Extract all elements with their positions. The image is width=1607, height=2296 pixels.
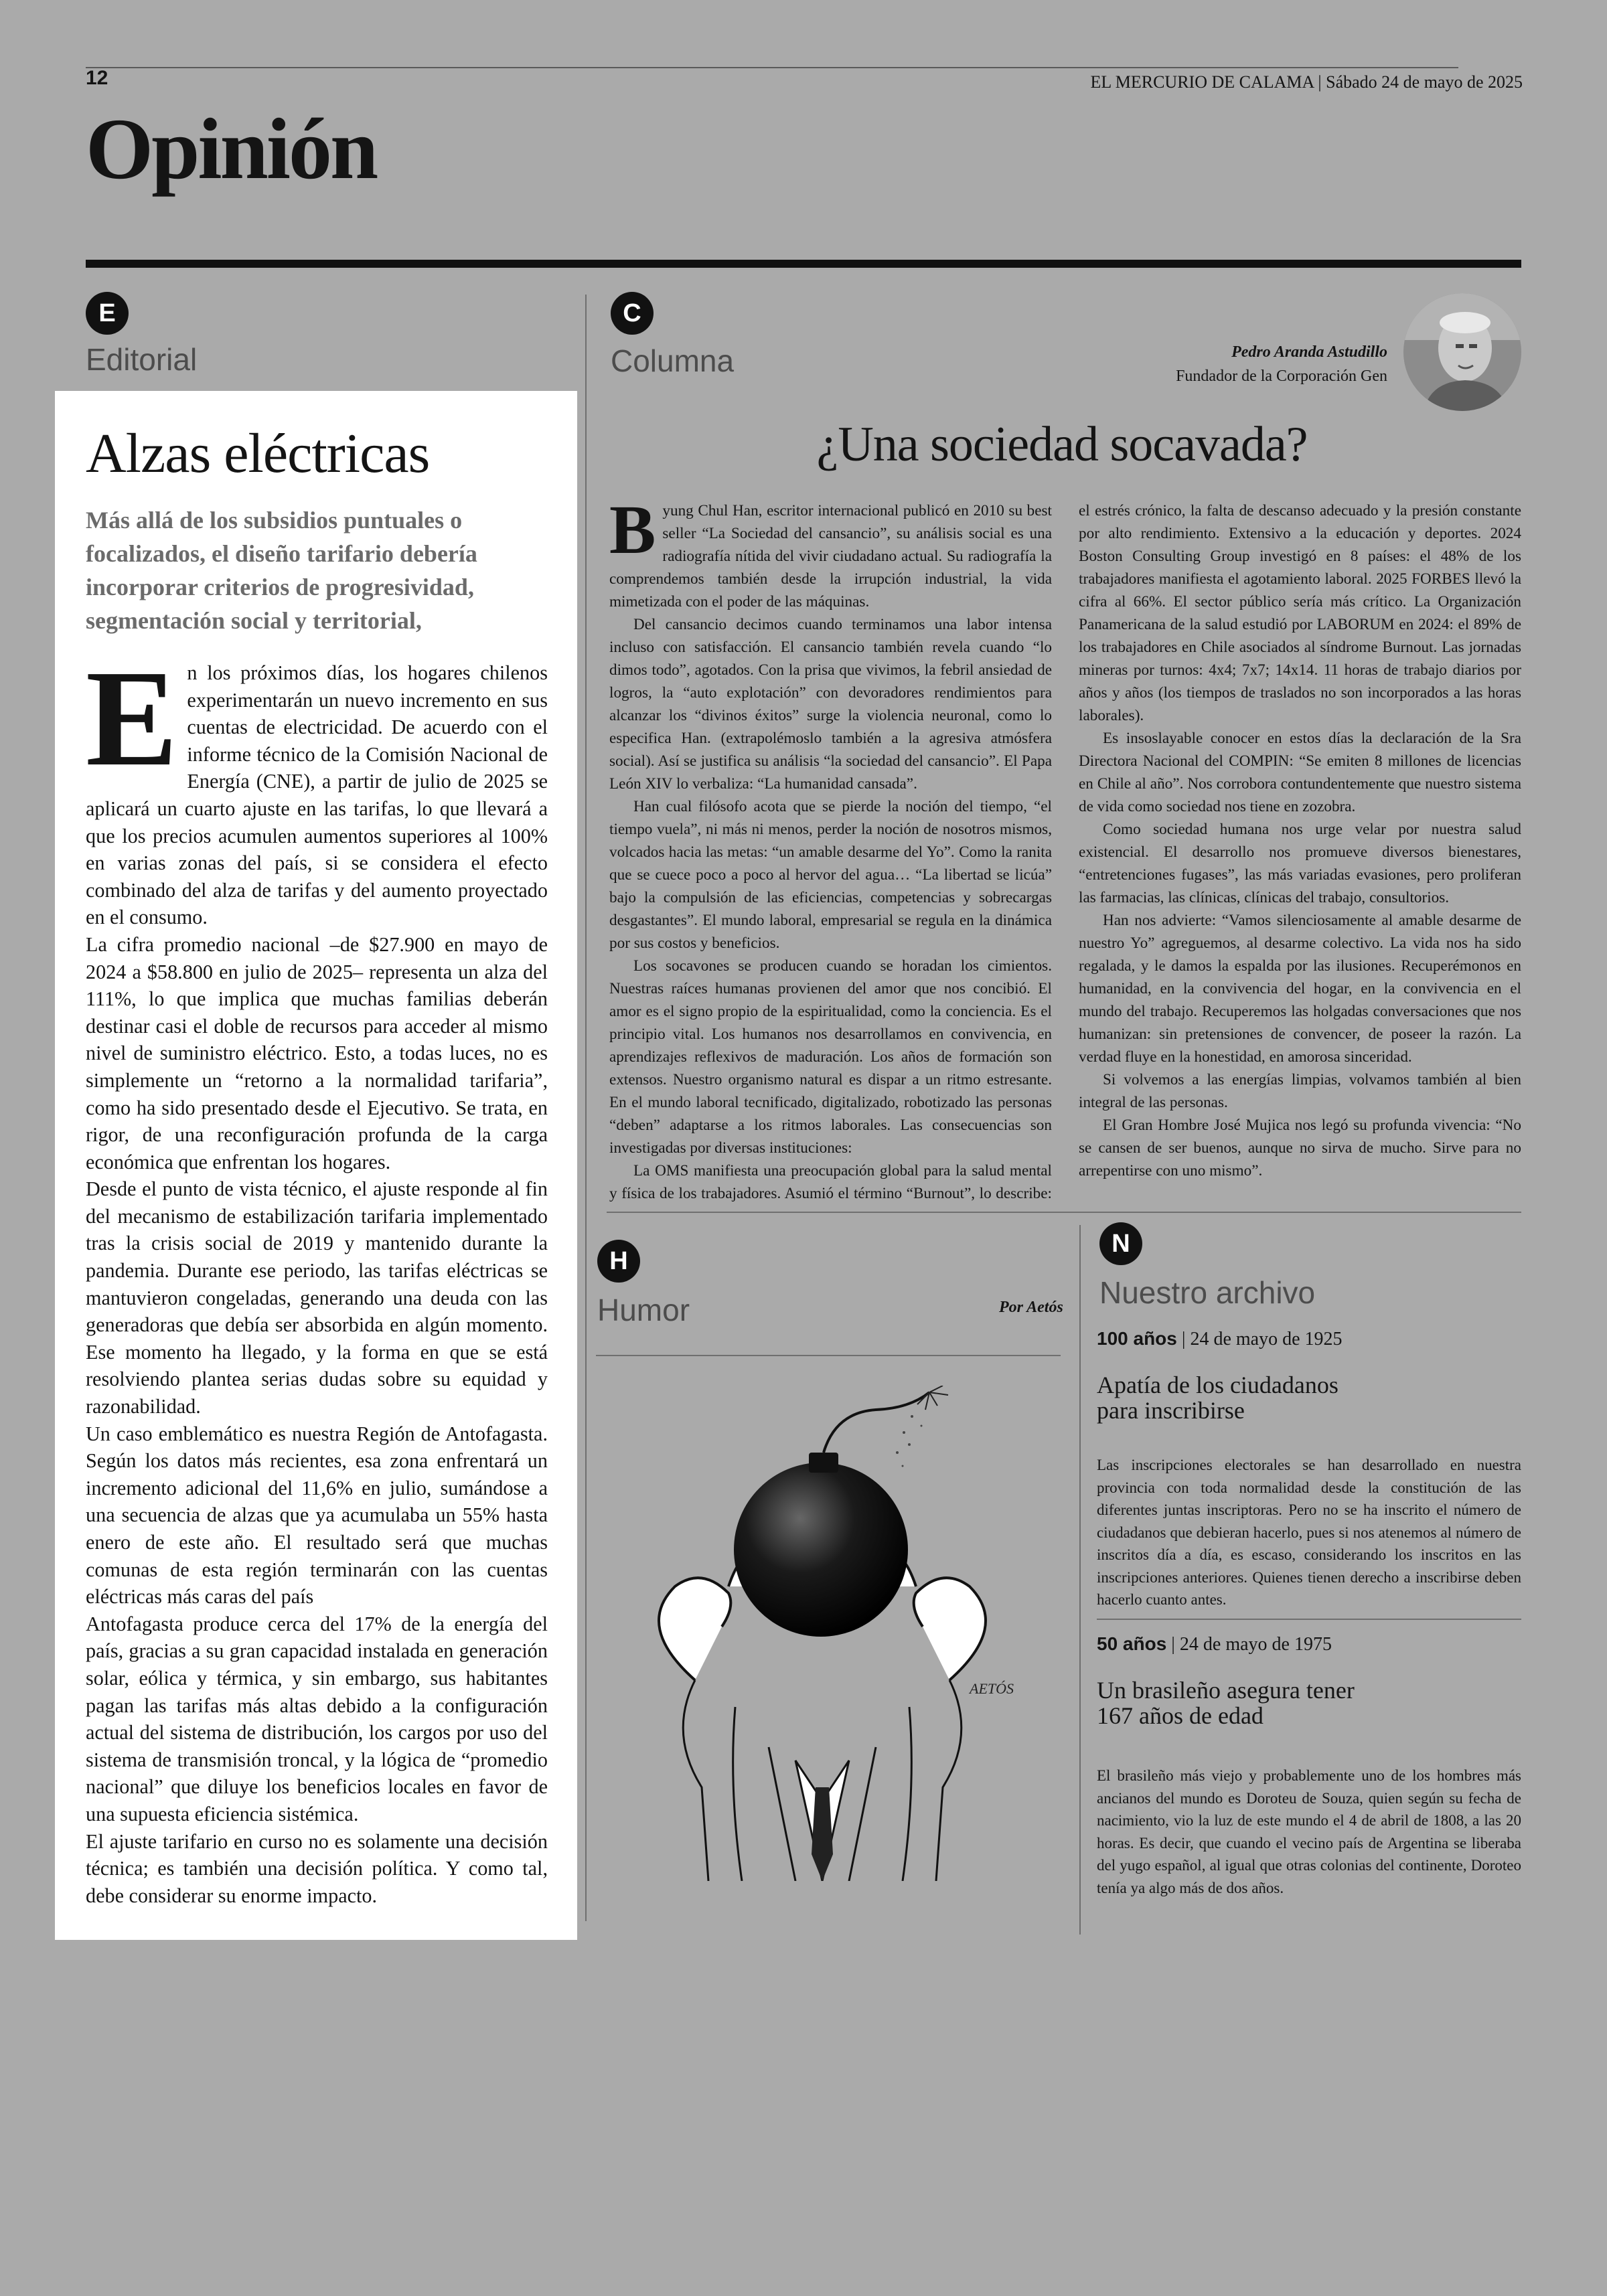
author-role: Fundador de la Corporación Gen — [1176, 367, 1387, 385]
editorial-paragraph: El ajuste tarifario en curso no es solamente una decisión técnica; es también una decisión política. Y como tal, debe considerar su enorme impacto. — [86, 1829, 548, 1907]
column-badge: C — [611, 292, 654, 335]
archive-headline-line: 167 años de edad — [1097, 1702, 1264, 1729]
column-title: ¿Una sociedad socavada? — [816, 417, 1308, 472]
author-name: Pedro Aranda Astudillo — [1231, 343, 1387, 361]
column-paragraph: Si volvemos a las energías limpias, volvamos también al bien integral de las personas. — [1079, 1071, 1521, 1111]
humor-kicker: Humor — [597, 1293, 690, 1327]
header-rule — [86, 67, 1458, 68]
page-number: 12 — [86, 67, 108, 89]
column-kicker: Columna — [611, 343, 735, 378]
issue-date: Sábado 24 de mayo de 2025 — [1326, 72, 1523, 92]
column-bottom-rule — [607, 1212, 1521, 1213]
archive-headline-line: Apatía de los ciudadanos — [1097, 1372, 1338, 1398]
archive-headline — [1097, 1372, 1338, 1423]
newspaper-name: EL MERCURIO DE CALAMA — [1090, 72, 1314, 92]
column-paragraph: Han cual filósofo acota que se pierde la noción del tiempo, “el tiempo vuela”, ni más ni menos, perder la noción de nosotros mismos, volcados hacia las metas: “un amable desarme del Yo”. Como la ranita que se cuece poco a poco al hervor del agua… “La libertad se licúa” bajo la compulsión de las eficiencias, competencias y sobrecargas desgastantes”. El mundo laboral, empresarial se regula en la dinámica por sus costos y beneficios. — [609, 798, 1052, 952]
column-dropcap: B — [609, 491, 656, 568]
editorial-paragraph: La cifra promedio nacional –de $27.900 en mayo de 2024 a $58.800 en julio de 2025– representa un alza del 111%, lo que implica que muchas familias deberán destinar casi el doble de recursos para acceder al mismo nivel de suministro eléctrico. Esto, a todas luces, no es simplemente un “retorno a la normalidad tarifaria”, como ha sido presentado desde el Ejecutivo. Se trata, en rigor, de una reconfiguración profunda de la carga económica que enfrentan los hogares. — [86, 932, 548, 1173]
archive-headline — [1097, 1677, 1355, 1728]
archive-date: 24 de mayo de 1925 — [1190, 1329, 1343, 1349]
editorial-paragraph: Desde el punto de vista técnico, el ajuste responde al fin del mecanismo de estabilización tarifaria implementado tras la crisis social de 2019 y mantenido durante la pandemia. Durante ese periodo, las tarifas eléctricas se mantuvieron congeladas, generando una deuda con las generadoras que debía ser absorbida en algún momento. Ese momento ha llegado, y la forma en que se está resolviendo plantea serias dudas sobre su equidad y razonabilidad. — [86, 1177, 548, 1418]
archive-divider — [1079, 1225, 1081, 1935]
editorial-kicker: Editorial — [86, 342, 198, 377]
masthead: EL MERCURIO DE CALAMA | Sábado 24 de mayo de 2025 — [1090, 72, 1523, 92]
archive-date: 24 de mayo de 1975 — [1179, 1634, 1332, 1655]
author-block — [1176, 340, 1387, 388]
section-rule — [86, 260, 1521, 268]
column-paragraph: Han nos advierte: “Vamos silenciosamente al amable desarme de nuestro Yo” agreguemos, al desarme colectivo. La vida nos ha sido regalada, y le damos la espalda por las ilusiones. Recuperémonos en humanidad, en la convivencia del hogar, en la convivencia en el mundo del trabajo. Recuperemos las holgadas conversaciones que nos humanizan: sin pretensiones de convencer, de poseer la razón. La verdad fluye en la honestidad, en amorosa sinceridad. — [1079, 912, 1521, 1066]
archive-years: 100 años — [1097, 1328, 1177, 1349]
editorial-badge: E — [86, 292, 129, 335]
editorial-paragraph: En los próximos días, los hogares chilenos experimentarán un nuevo incremento en sus cuentas de electricidad. De acuerdo con el informe técnico de la Comisión Nacional de Energía (CNE), a partir de julio de 2025 se aplicará un cuarto ajuste en las tarifas, lo que llevará a que los precios acumulen aumentos superiores al 100% en varias zonas del país, si se considera el efecto combinado del alza de tarifas y del aumento proyectado en el consumo. — [86, 641, 548, 929]
archive-kicker: Nuestro archivo — [1099, 1275, 1316, 1310]
archive-headline-line: para inscribirse — [1097, 1397, 1245, 1424]
humor-byline: Por Aetós — [999, 1299, 1063, 1316]
column-paragraph: La OMS manifiesta una preocupación global para la salud mental y física de los trabajadores. Asumió el término “Burnout”, lo describe: el estrés crónico, la falta de descanso adecuado y la presión constante por alto rendimiento. Extensivo a la educación y deportes. 2024 Boston Consulting Group investigó en 8 países: el 48% de los trabajadores manifiesta el agotamiento laboral. 2025 FORBES llevó la cifra al 66%. El sector público sería más crítico. La Organización Panamericana de la salud estudió por LABORUM en 2024: el 89% de los trabajadores en Chile asociados al síndrome Burnout. Las jornadas mineras por turnos: 4x4; 7x7; 14x14. 11 horas de trabajo diarios por años y años (los tiempos de traslados no son incorporados a las horas laborales). — [609, 502, 1521, 1202]
editorial-paragraph: Un caso emblemático es nuestra Región de Antofagasta. Según los datos más recientes, esa zona enfrentará un incremento adicional del 11,6% en julio, sumándose a una secuencia de alzas que ya acumulaba un 55% hasta enero de este año. El resultado será que muchas comunas de esta región terminarán con las cuentas eléctricas más caras del país — [86, 1422, 548, 1609]
cartoon-signature: AETÓS — [970, 1680, 1014, 1697]
humor-rule — [596, 1355, 1061, 1356]
archive-body: El brasileño más viejo y probablemente uno de los hombres más ancianos del mundo es Doroteu de Souza, quien según su fecha de nacimiento, vio la luz de este mundo el 4 de abril de 1808, a las 20 horas. Es decir, que cuando el vecino país de Argentina se liberaba del yugo español, al igual que otras colonias del continente, Doroteo tenía ya algo más de dos años. — [1097, 1767, 1521, 1896]
archive-years: 50 años — [1097, 1633, 1167, 1654]
humor-badge: H — [597, 1240, 640, 1283]
editorial-title: Alzas eléctricas — [86, 422, 430, 485]
column-paragraph: Los socavones se producen cuando se horadan los cimientos. Nuestras raíces humanas provienen del amor que nos concibió. El amor es el signo propio de la espiritualidad, como la conciencia. Es el principio vital. Los humanos nos desarrollamos en convivencia, en aprendizajes reflexivos de maduración. Los años de formación son extensos. Nuestro organismo natural es dispar a un ritmo estresante. En el mundo laboral tecnificado, digitalizado, robotizado las personas “deben” adaptarse a los ritmos laborales. Las consecuencias son investigadas por diversas instituciones: — [609, 957, 1052, 1157]
section-title: Opinión — [86, 101, 377, 197]
archive-body: Las inscripciones electorales se han desarrollado en nuestra provincia con toda normalidad desde la constitución de las diferentes juntas inscriptoras. Pero no se ha inscrito el número de ciudadanos que debieran hacerlo, pues si nos atenemos al número de inscritos día a día, es escaso, considerando los inscritos en las inscripciones anteriores. Quienes tienen derecho a inscribirse deben hacerlo cuanto antes. — [1097, 1457, 1521, 1608]
column-body — [609, 491, 1521, 1209]
column-paragraph: Del cansancio decimos cuando terminamos una labor intensa incluso con satisfacción. El cansancio también revela cuando “lo dimos todo”, agotados. Con la prisa que vivimos, la febril ansiedad de logros, la “auto explotación” con devoradores rendimientos para alcanzar los “divinos éxitos” surge la violencia neuronal, como lo especifica Han. (extrapolémoslo también a la agresiva atmósfera social). Así se justifica su análisis “la sociedad del cansancio”. El Papa León XIV lo verbaliza: “La humanidad cansada”. — [609, 616, 1052, 793]
editorial-paragraph: Antofagasta produce cerca del 17% de la energía del país, gracias a su gran capacidad instalada en generación solar, eólica y térmica, y sin embargo, sus habitantes pagan las tarifas más altas debido a la configuración actual del sistema de distribución, los cargos por uso del sistema de transmisión troncal, y la lógica de “promedio nacional” que diluye los beneficios locales en favor de una supuesta eficiencia sistémica. — [86, 1612, 548, 1825]
column-paragraph: Es insoslayable conocer en estos días la declaración de la Sra Directora Nacional del COMPIN: “Se emiten 8 millones de licencias en Chile al año”. Nos corrobora contundentemente que nuestro sistema de vida como sociedad nos tiene en zozobra. — [1079, 730, 1521, 815]
archive-rule — [1097, 1619, 1521, 1620]
archive-headline-line: Un brasileño asegura tener — [1097, 1677, 1355, 1704]
column-paragraph: El Gran Hombre José Mujica nos legó su profunda vivencia: “No se cansen de ser buenos, aunque no sirva de mucho. Sirve para no arrepentirse con uno mismo”. — [1079, 1117, 1521, 1179]
column-divider — [585, 295, 587, 1921]
column-paragraph: Byung Chul Han, escritor internacional publicó en 2010 su best seller “La Sociedad del cansancio”, su análisis social es una radiografía nítida del vivir ciudadano actual. Su radiografía la comprendemos también desde la irrupción industrial, la vida mimetizada con el poder de las máquinas. — [609, 491, 1052, 610]
archive-badge: N — [1099, 1222, 1142, 1265]
editorial-lead: Más allá de los subsidios puntuales o focalizados, el diseño tarifario debería incorporar criterios de progresividad, segmentación social y territorial, — [86, 507, 477, 634]
humor-cartoon — [595, 1386, 1063, 1881]
author-photo — [1403, 293, 1521, 411]
editorial-dropcap: E — [86, 641, 178, 795]
editorial-body — [86, 641, 548, 1909]
column-paragraph: Como sociedad humana nos urge velar por nuestra salud existencial. El desarrollo nos promueve diversos bienestares, “entretenciones fugases”, las más variadas evasiones, pero proliferan las farmacias, las clínicas, clínicas del trabajo, consultorios. — [1079, 821, 1521, 906]
archive-item-date: 50 años | 24 de mayo de 1975 — [1097, 1633, 1332, 1655]
archive-item-date: 100 años | 24 de mayo de 1925 — [1097, 1328, 1343, 1349]
